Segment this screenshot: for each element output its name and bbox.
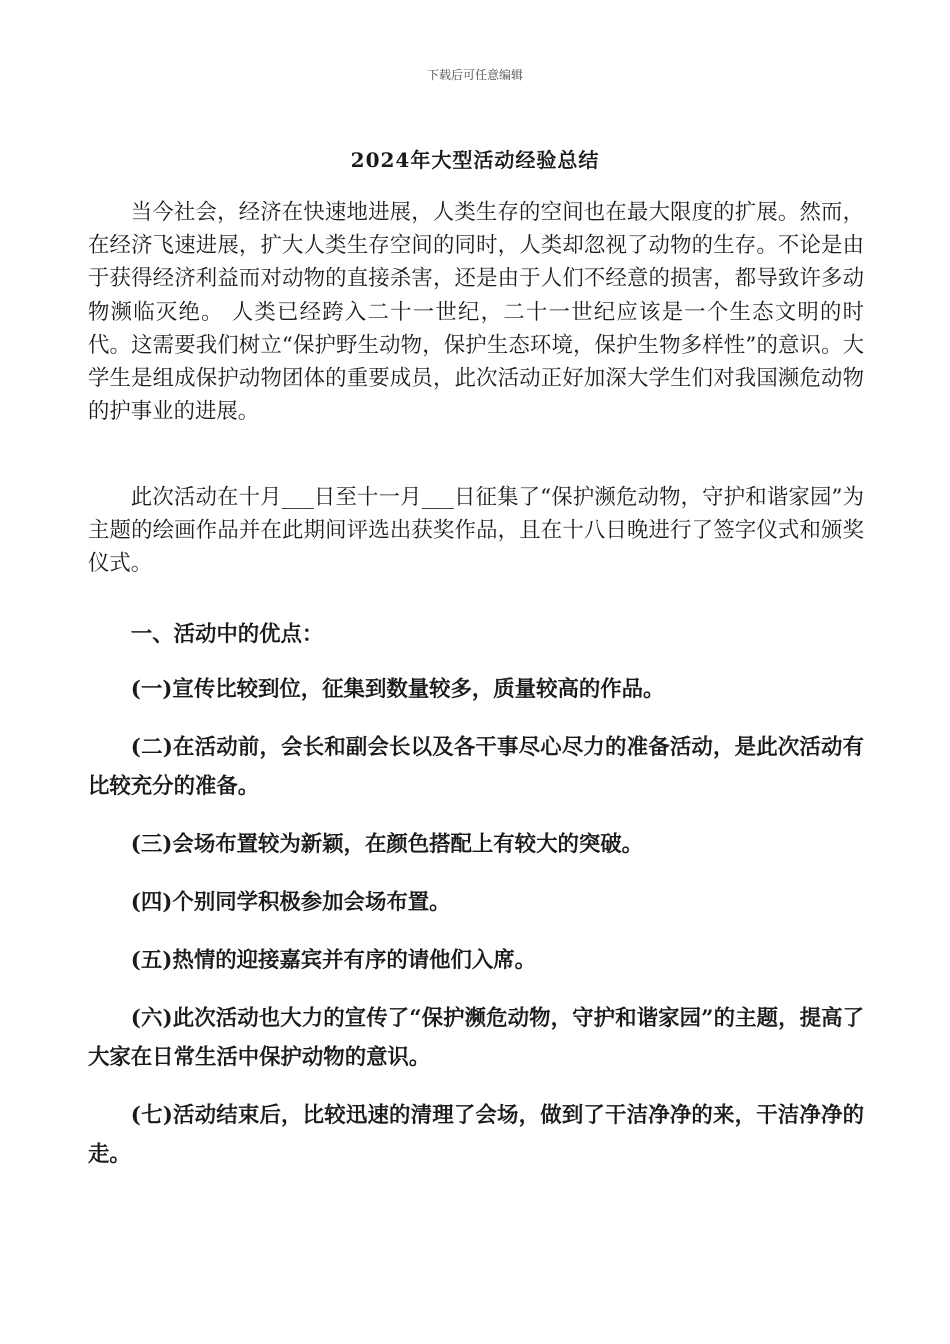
- list-item: (五)热情的迎接嘉宾并有序的请他们入席。: [130, 948, 537, 973]
- list-item: (二)在活动前，会长和副会长以及各干事尽心尽力的准备活动，是此次活动有比较充分的准备。: [88, 735, 864, 799]
- intro-paragraph: 当今社会，经济在快速地进展，人类生存的空间也在最大限度的扩展。然而，在经济飞速进展，扩大人类生存空间的同时，人类却忽视了动物的生存。不论是由于获得经济利益而对动物的直接杀害，还是由于人们不经意的损害，都导致许多动物濒临灭绝。 人类已经跨入二十一世纪，二十一世纪应该是一个生态文明的时代。这需要我们树立“保护野生动物，保护生态环境，保护生物多样性”的意识。大学生是组成保护动物团体的重要成员，此次活动正好加深大学生们对我国濒危动物的护事业的进展。: [88, 200, 864, 425]
- list-item: (三)会场布置较为新颖，在颜色搭配上有较大的突破。: [130, 832, 644, 857]
- list-item: (一)宣传比较到位，征集到数量较多，质量较高的作品。: [130, 677, 665, 702]
- header-note: 下载后可任意编辑: [426, 68, 523, 82]
- list-item: (六)此次活动也大力的宣传了“保护濒危动物，守护和谐家园”的主题，提高了大家在日常生活中保护动物的意识。: [88, 1006, 864, 1070]
- list-item: (四)个别同学积极参加会场布置。: [130, 890, 451, 915]
- activity-paragraph: 此次活动在十月___日至十一月___日征集了“保护濒危动物，守护和谐家园”为主题的绘画作品并在此期间评选出获奖作品，且在十八日晚进行了签字仪式和颁奖仪式。: [88, 485, 864, 577]
- document-title: 2024年大型活动经验总结: [350, 148, 600, 172]
- section-heading: 一、活动中的优点：: [130, 622, 324, 647]
- list-item: (七)活动结束后，比较迅速的清理了会场，做到了干洁净净的来，干洁净净的走。: [88, 1103, 864, 1167]
